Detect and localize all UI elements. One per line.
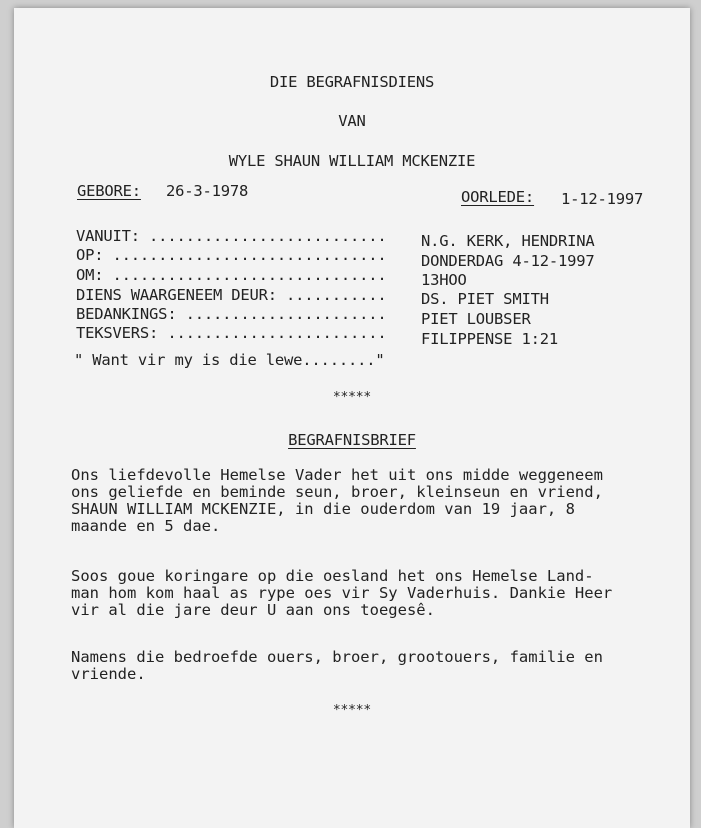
- document-title: DIE BEGRAFNISDIENS: [269, 73, 435, 91]
- detail-label-diens: DIENS WAARGENEEM DEUR: ...........: [76, 286, 387, 304]
- detail-label-vanuit: VANUIT: ..........................: [76, 227, 387, 245]
- detail-value-diens: DS. PIET SMITH: [421, 290, 549, 308]
- letter-paragraph-1: Ons liefdevolle Hemelse Vader het uit ons midde weggeneem ons geliefde en beminde seun, broer, kleinseun en vriend, SHAUN WILLIAM MCKENZIE, in die ouderdom van 19 jaar, 8 maande en 5 dae.: [71, 466, 603, 535]
- letter-paragraph-2: Soos goue koringare op die oesland het ons Hemelse Land- man hom kom haal as rype oes vir Sy Vaderhuis. Dankie Heer vir al die jare deur U aan ons toegesê.: [71, 567, 613, 619]
- letter-heading: BEGRAFNISBRIEF: [288, 431, 416, 449]
- detail-value-vanuit: N.G. KERK, HENDRINA: [421, 232, 595, 250]
- detail-label-bedankings: BEDANKINGS: ......................: [76, 305, 387, 323]
- van-line: VAN: [338, 112, 366, 130]
- born-date: 26-3-1978: [166, 182, 249, 200]
- separator-top: *****: [332, 390, 372, 405]
- died-label: OORLEDE:: [461, 188, 535, 206]
- detail-value-om: 13HOO: [421, 271, 467, 289]
- letter-paragraph-3: Namens die bedroefde ouers, broer, grootouers, familie en vriende.: [71, 648, 603, 683]
- separator-bottom: *****: [332, 703, 372, 718]
- detail-label-teksvers: TEKSVERS: ........................: [76, 324, 387, 342]
- detail-label-op: OP: ..............................: [76, 246, 387, 264]
- born-label: GEBORE:: [77, 182, 141, 200]
- detail-value-teksvers: FILIPPENSE 1:21: [421, 330, 558, 348]
- scripture-quote: " Want vir my is die lewe........": [74, 351, 385, 369]
- died-date: 1-12-1997: [561, 190, 644, 208]
- detail-value-op: DONDERDAG 4-12-1997: [421, 252, 595, 270]
- deceased-name: WYLE SHAUN WILLIAM MCKENZIE: [228, 152, 476, 170]
- detail-value-bedankings: PIET LOUBSER: [421, 310, 531, 328]
- detail-label-om: OM: ..............................: [76, 266, 387, 284]
- document-page: [14, 8, 690, 828]
